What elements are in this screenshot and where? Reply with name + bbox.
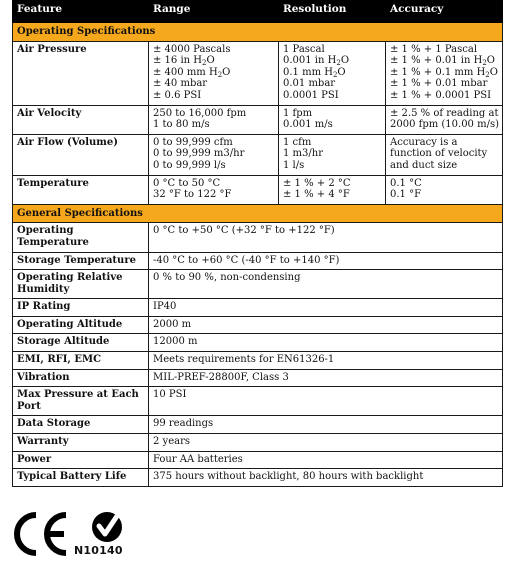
feature-cell: Warranty xyxy=(13,434,149,452)
table-row xyxy=(13,416,503,434)
resolution-cell xyxy=(279,41,386,105)
feature-cell: Vibration xyxy=(13,369,149,387)
cell-line: 250 to 16,000 fpm xyxy=(153,107,247,119)
table-row xyxy=(13,451,503,469)
ctick-code-label: N10140 xyxy=(74,544,123,557)
cell-line: 32 °F to 122 °F xyxy=(153,189,232,201)
cell-line: 0.0001 PSI xyxy=(283,89,339,101)
value-cell: MIL-PREF-28800F, Class 3 xyxy=(149,369,503,387)
cell-line: ± 40 mbar xyxy=(153,78,208,90)
section-title-operating: Operating Specifications xyxy=(13,23,503,42)
cell-line: 1 cfm xyxy=(283,136,312,148)
cell-line: 1 Pascal xyxy=(283,43,325,55)
cell-line: 0 °C to 50 °C xyxy=(153,177,221,189)
cell-line: 2000 fpm (10.00 m/s) xyxy=(390,119,499,131)
value-cell: 375 hours without backlight, 80 hours with backlight xyxy=(149,469,503,487)
range-cell xyxy=(149,41,279,105)
accuracy-cell xyxy=(386,105,503,134)
feature-cell: Data Storage xyxy=(13,416,149,434)
header-resolution: Resolution xyxy=(279,1,386,23)
feature-cell: Operating Temperature xyxy=(13,223,149,252)
cell-line: ± 1 % + 4 °F xyxy=(283,189,350,201)
cell-line: 1 m3/hr xyxy=(283,148,323,160)
table-row xyxy=(13,41,503,105)
feature-cell: Operating Altitude xyxy=(13,316,149,334)
table-header-row xyxy=(13,1,503,23)
cell-line: function of velocity xyxy=(390,148,488,160)
feature-cell: Air Velocity xyxy=(13,105,149,134)
section-title-general: General Specifications xyxy=(13,204,503,223)
range-cell xyxy=(149,134,279,175)
value-cell: 99 readings xyxy=(149,416,503,434)
cell-line: ± 1 % + 0.01 in $H_2O$ xyxy=(390,55,495,68)
cell-line: ± 0.6 PSI xyxy=(153,89,202,101)
table-row xyxy=(13,387,503,416)
cell-line: 0.1 °C xyxy=(390,177,422,189)
table-row xyxy=(13,352,503,370)
feature-cell: EMI, RFI, EMC xyxy=(13,352,149,370)
feature-cell: Typical Battery Life xyxy=(13,469,149,487)
table-row xyxy=(13,369,503,387)
table-row xyxy=(13,223,503,252)
header-feature: Feature xyxy=(13,1,149,23)
cell-line: Accuracy is a xyxy=(390,136,458,148)
resolution-cell xyxy=(279,105,386,134)
table-row xyxy=(13,105,503,134)
certification-logos xyxy=(12,508,212,564)
cell-line: 0 to 99,999 cfm xyxy=(153,136,233,148)
feature-cell: Storage Altitude xyxy=(13,334,149,352)
value-cell: 2 years xyxy=(149,434,503,452)
value-cell: 10 PSI xyxy=(149,387,503,416)
range-cell xyxy=(149,175,279,204)
cell-line: 0.001 in $H_2O$ xyxy=(283,55,350,68)
cell-line: 0.01 mbar xyxy=(283,78,336,90)
feature-cell: Operating Relative Humidity xyxy=(13,270,149,299)
cell-line: ± 1 % + 0.0001 PSI xyxy=(390,89,492,101)
value-cell: 12000 m xyxy=(149,334,503,352)
value-cell: 2000 m xyxy=(149,316,503,334)
feature-cell: Air Flow (Volume) xyxy=(13,134,149,175)
cell-line: ± 1 % + 1 Pascal xyxy=(390,43,478,55)
table-row xyxy=(13,175,503,204)
cell-line: and duct size xyxy=(390,159,458,171)
resolution-cell xyxy=(279,134,386,175)
accuracy-cell xyxy=(386,134,503,175)
cell-line: 0 to 99,999 l/s xyxy=(153,159,226,171)
cell-line: 0 to 99,999 m3/hr xyxy=(153,148,245,160)
value-cell: IP40 xyxy=(149,299,503,317)
cell-line: ± 1 % + 2 °C xyxy=(283,177,351,189)
range-cell xyxy=(149,105,279,134)
table-row xyxy=(13,469,503,487)
table-row xyxy=(13,316,503,334)
feature-cell: Storage Temperature xyxy=(13,252,149,270)
section-row-operating xyxy=(13,23,503,42)
c-tick-mark-icon xyxy=(90,510,124,544)
value-cell: Meets requirements for EN61326-1 xyxy=(149,352,503,370)
feature-cell: Temperature xyxy=(13,175,149,204)
feature-cell: Power xyxy=(13,451,149,469)
cell-line: ± 1 % + 0.01 mbar xyxy=(390,78,488,90)
cell-line: 1 l/s xyxy=(283,159,305,171)
table-body xyxy=(13,23,503,487)
resolution-cell xyxy=(279,175,386,204)
feature-cell: Max Pressure at Each Port xyxy=(13,387,149,416)
cell-line: ± 4000 Pascals xyxy=(153,43,231,55)
cell-line: 0.1 mm $H_2O$ xyxy=(283,66,346,79)
cell-line: 1 fpm xyxy=(283,107,313,119)
accuracy-cell xyxy=(386,175,503,204)
table-row xyxy=(13,334,503,352)
value-cell: 0 % to 90 %, non-condensing xyxy=(149,270,503,299)
cell-line: 0.001 m/s xyxy=(283,119,333,131)
specifications-table xyxy=(12,0,503,487)
table-row xyxy=(13,270,503,299)
spec-sheet xyxy=(12,0,502,487)
table-row xyxy=(13,134,503,175)
value-cell: 0 °C to +50 °C (+32 °F to +122 °F) xyxy=(149,223,503,252)
cell-line: ± 2.5 % of reading at xyxy=(390,107,499,119)
table-row xyxy=(13,252,503,270)
value-cell: -40 °C to +60 °C (-40 °F to +140 °F) xyxy=(149,252,503,270)
ce-mark-icon xyxy=(12,512,70,556)
value-cell: Four AA batteries xyxy=(149,451,503,469)
header-accuracy: Accuracy xyxy=(386,1,503,23)
accuracy-cell xyxy=(386,41,503,105)
feature-cell: IP Rating xyxy=(13,299,149,317)
cell-line: ± 400 mm $H_2O$ xyxy=(153,66,231,79)
table-row xyxy=(13,299,503,317)
feature-cell: Air Pressure xyxy=(13,41,149,105)
section-row-general xyxy=(13,204,503,223)
cell-line: ± 16 in $H_2O$ xyxy=(153,55,215,68)
cell-line: 1 to 80 m/s xyxy=(153,119,210,131)
cell-line: ± 1 % + 0.1 mm $H_2O$ xyxy=(390,66,498,79)
header-range: Range xyxy=(149,1,279,23)
table-row xyxy=(13,434,503,452)
cell-line: 0.1 °F xyxy=(390,189,422,201)
